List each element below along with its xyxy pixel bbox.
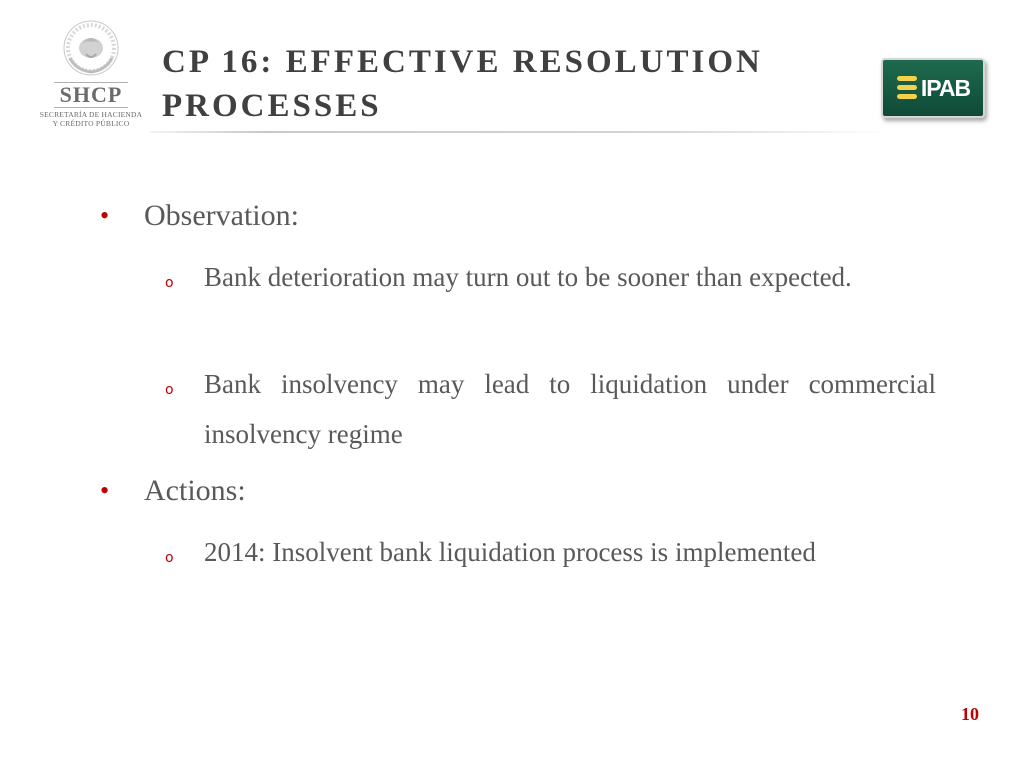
sub-bullet-text: Bank deterioration may turn out to be sooner than expected.	[204, 262, 852, 292]
bullet-label: Actions:	[144, 474, 246, 507]
page-number: 10	[961, 704, 979, 724]
sub-bullet-marker: o	[165, 550, 174, 566]
sub-bullet-text: Bank insolvency may lead to liquidation under commercial insolvency regime	[204, 369, 936, 449]
shcp-logo	[36, 18, 146, 140]
national-seal-icon	[56, 18, 126, 80]
ipab-logo	[881, 58, 985, 118]
sub-bullet-marker: o	[165, 275, 174, 291]
sub-bullet-marker: o	[165, 382, 174, 398]
shcp-name: SHCP	[54, 82, 129, 108]
title-divider	[150, 131, 890, 133]
slide-title: CP 16: EFFECTIVE RESOLUTION PROCESSES	[162, 44, 763, 124]
ipab-mark-icon	[896, 73, 918, 103]
shcp-subtitle-line1: SECRETARÍA DE HACIENDA	[39, 110, 143, 119]
bullet-marker: •	[100, 476, 110, 505]
shcp-subtitle	[36, 110, 146, 128]
bullet-marker: •	[100, 201, 110, 230]
sub-bullet-text: 2014: Insolvent bank liquidation process is implemented	[204, 537, 816, 567]
ipab-name: IPAB	[920, 74, 971, 101]
bullet-label: Observation:	[144, 199, 299, 232]
shcp-subtitle-line2: Y CRÉDITO PÚBLICO	[52, 119, 130, 128]
